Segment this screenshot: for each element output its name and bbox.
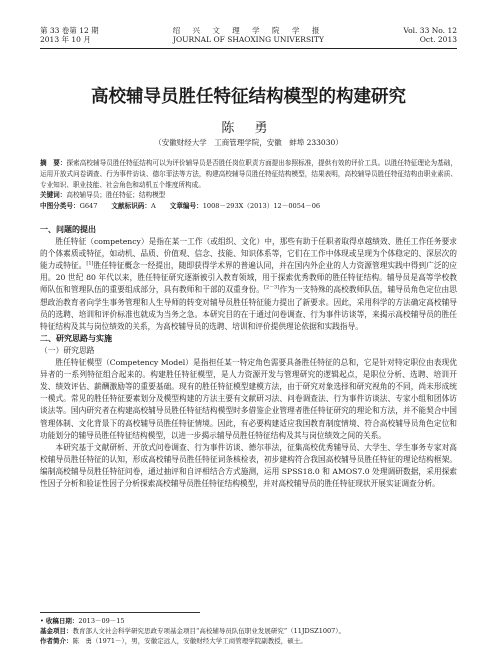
article-title: 高校辅导员胜任特征结构模型的构建研究 (91, 87, 406, 107)
citation-1: [1] (86, 260, 94, 267)
article-id-field (170, 201, 320, 212)
header-center (40, 26, 457, 44)
citation-2: [2－3] (264, 284, 280, 291)
article-body (40, 224, 457, 490)
section-heading-2: 二、研究思路与实施 (40, 333, 112, 343)
keywords-text: 高校辅导员；胜任特征；结构模型 (66, 191, 166, 200)
received-date: • 收稿日期：2013－09－15 (40, 617, 125, 625)
author-bio (40, 636, 457, 646)
bio-label: 作者简介： (40, 637, 73, 645)
abstract-block (40, 158, 457, 212)
paragraph-3: 本研究基于文献研析、开放式问卷调查、行为事件访谈、德尔菲法，征集高校优秀辅导员、大学生、学生事务专家对高校辅导员胜任特征的认知，形成高校辅导员胜任特征词条核检表，初步建构符合我国高校辅导员胜任特征的理论结构框架。编制高校辅导员胜任特征问卷，通过抽评和自评相结合方式施测，运用 SPSS18.0 和 AMOS7.0 处理调研数据，采用探索性因子分析和验证性因子分析探索高校辅导员胜任特征结构模型，并对高校辅导员的胜任特征现状开展实证调查分析。 (40, 442, 457, 488)
keywords (40, 190, 457, 201)
paragraph-2: 胜任特征模型（Competency Model）是指担任某一特定角色需要具备胜任特征的总和，它是针对特定职位由表现优异者的一系列特征组合起来的。构建胜任特征模型，是人力资源开发与管理研究的逻辑起点，是职位分析、选聘、培训开发、绩效评估、薪酬激励等的重要基础。现有的胜任特征模型建模方法，由于研究对象选择和研究视角的不同，尚未形成统一模式。常见的胜任特征要素划分及模型构建的方法主要有文献研习法、问卷调查法、行为事件访谈法、专家小组和团体访谈法等。国内研究者在构建高校辅导员胜任特征结构模型时多借鉴企业管理者胜任特征研究的理论和方法，并不能契合中国管理体制、文化背景下的高校辅导员胜任特征情境。因此，有必要构建适应我国教育制度情境、符合高校辅导员角色定位和功能划分的辅导员胜任特征结构模型，以进一步揭示辅导员胜任特征结构及其与岗位绩效之间的关系。 (40, 358, 457, 440)
received-label: 收稿日期： (45, 617, 79, 625)
abstract-label: 摘 要： (40, 159, 67, 167)
received-value: 2013－09－15 (78, 617, 125, 625)
footnote-rule (40, 612, 200, 613)
paragraph-1-part-b: 胜任特征概念一经提出，随即获得学术界的普遍认同，并在国内外企业的人力资源管理实践中得到广泛的应用。20 世纪 80 年代以来，胜任特征研究逐渐被引入教育领域，用于探索优秀教师的胜任特征结构。辅导员是高等学校教师队伍和管理队伍的重要组成部分，具有教师和干部的双重身份。 (40, 261, 457, 295)
doc-code-value: A (150, 202, 156, 211)
header-rule (40, 48, 457, 49)
running-header (40, 26, 457, 50)
volume-issue-en: Vol. 33 No. 12 (403, 26, 457, 35)
classification-line (40, 201, 457, 212)
journal-name-en: JOURNAL OF SHAOXING UNIVERSITY (173, 35, 324, 44)
doc-code-label: 文献标识码： (111, 202, 151, 211)
keywords-label: 关键词： (40, 191, 67, 200)
header-right (403, 26, 457, 44)
bio-value: 陈 勇（1971－），男，安徽定远人，安徽财经大学工商管理学院副教授，硕士。 (72, 637, 307, 645)
paragraph-1-part-c: 作为一支特殊的高校教师队伍，辅导员角色定位由思想政治教育者向学生事务管理和人生导师的转变对辅导员胜任特征能力提出了新要求。因此，采用科学的方法确定高校辅导员的选聘、培训和评价标准也就成为当务之急。本研究目的在于通过问卷调查、行为事件访谈等，来揭示高校辅导员的胜任特征结构及其与岗位绩效的关系，为高校辅导员的选聘、培训和评价提供理论依据和实践指导。 (40, 285, 457, 331)
abstract (40, 158, 457, 190)
fund-label: 基金项目： (40, 627, 73, 635)
footnotes (40, 616, 457, 646)
fund-project (40, 626, 457, 636)
article-id-value: 1008－293X（2013）12－0054－06 (202, 202, 321, 211)
article-id-label: 文章编号： (169, 202, 203, 211)
clc-field (40, 201, 97, 212)
volume-issue: 第 33 卷第 12 期 (40, 26, 99, 35)
issue-date-en: Oct. 2013 (419, 35, 457, 44)
journal-name-cn: 绍 兴 文 理 学 院 学 报 (172, 26, 325, 35)
author-affiliation: （安徽财经大学 工商管理学院，安徽 蚌埠 233030） (154, 138, 343, 147)
fund-value: 教育部人文社会科学研究思政专项基金项目“高校辅导员队伍职业发展研究”（11JDSZ1007）。 (72, 627, 345, 635)
paragraph-1 (40, 236, 457, 333)
clc-label: 中图分类号： (40, 202, 80, 211)
section-heading-1: 一、问题的提出 (40, 225, 96, 234)
paragraph-1-part-a: 胜任特征（competency）是指在某一工作（或组织、文化）中，那些有助于任职者取得卓越绩效、胜任工作任务要求的个体素质或特征，如动机、品质、价值观、信念、技能、知识体系等，它们在工作中体现或呈现为个体稳定的、深层次的能力或特征。 (40, 237, 457, 271)
abstract-text: 探索高校辅导员胜任特征结构可以为评价辅导员是否胜任岗位职责方面提出参照标准，提供有效的评价工具。以胜任特征理论为基础，运用开放式问卷调查、行为事件访谈、德尔菲法等方法，构建高校辅导员胜任特征结构模型，结果表明，高校辅导员胜任特征结构由职业素质、专业知识、职业技能、社会角色和动机五个维度所构成。 (40, 159, 458, 189)
clc-value: G647 (79, 202, 98, 211)
article-author: 陈 勇 (221, 121, 276, 136)
subsection-heading: （一）研究思路 (40, 345, 95, 355)
issue-date: 2013 年 10 月 (40, 35, 91, 44)
doc-code-field (111, 201, 155, 212)
